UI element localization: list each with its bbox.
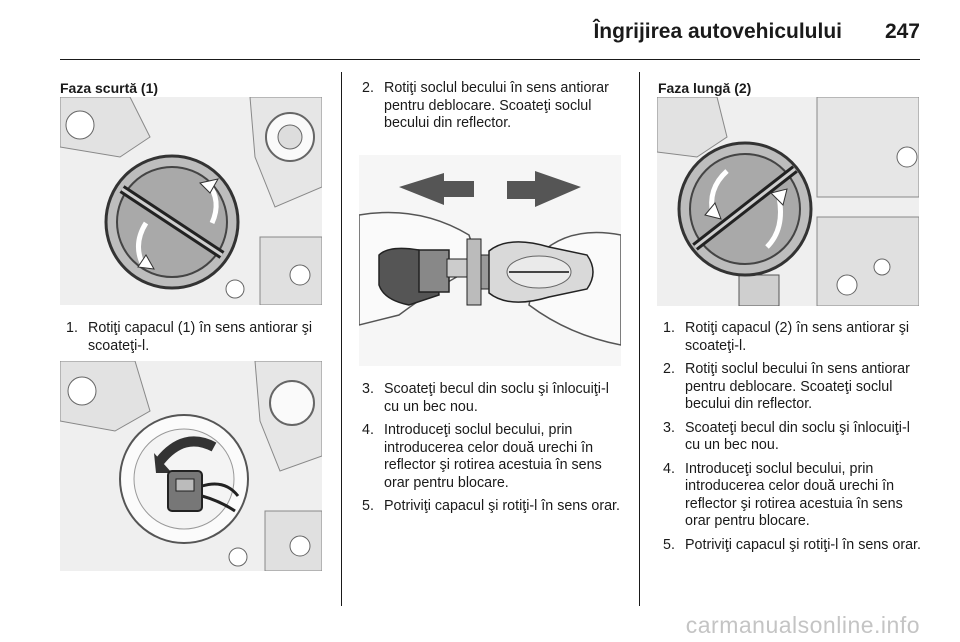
watermark: carmanualsonline.info: [685, 612, 920, 638]
page-header-title: Îngrijirea autovehiculului: [593, 20, 842, 43]
list-item: 2. Rotiţi soclul becului în sens antiorar pentru deblocare. Scoateţi soclul becului din reflector.: [663, 361, 910, 412]
high-beam-heading: Faza lungă (2): [658, 80, 752, 96]
low-beam-bulb-socket-illustration: [60, 361, 322, 571]
list-item: 1. Rotiţi capacul (2) în sens antiorar şi scoateţi-l.: [663, 320, 910, 354]
low-beam-heading: Faza scurtă (1): [60, 80, 159, 96]
middle-steps-top: [362, 80, 624, 139]
low-beam-steps: [66, 320, 328, 361]
list-item: 2. Rotiţi soclul becului în sens antiorar pentru deblocare. Scoateţi soclul becului din reflector.: [362, 80, 609, 131]
column-divider-left: [341, 72, 342, 606]
list-item: 4. Introduceţi soclul becului, prin introducerea celor două urechi în reflector şi rotirea acestuia în sens orar pentru blocare.: [663, 460, 903, 529]
list-item: 5. Potriviţi capacul şi rotiţi-l în sens orar.: [663, 536, 921, 553]
list-item: 4. Introduceţi soclul becului, prin introducerea celor două urechi în reflector şi rotirea acestuia în sens orar pentru blocare.: [362, 422, 602, 491]
list-item: 3. Scoateţi becul din soclu şi înlocuiţi-l cu un bec nou.: [362, 381, 609, 415]
list-item: 3. Scoateţi becul din soclu şi înlocuiţi-l cu un bec nou.: [663, 419, 910, 453]
list-item: 1. Rotiţi capacul (1) în sens antiorar şi scoateţi-l.: [66, 320, 313, 354]
high-beam-steps: [663, 320, 925, 560]
bulb-removal-from-socket-illustration: [359, 155, 621, 366]
list-item: 5. Potriviţi capacul şi rotiţi-l în sens orar.: [362, 498, 620, 514]
column-divider-right: [639, 72, 640, 606]
middle-steps-bottom: [362, 381, 627, 522]
page-number: 247: [884, 20, 920, 43]
high-beam-cover-rotate-illustration: [657, 97, 919, 306]
header-divider: [60, 59, 920, 60]
low-beam-cover-rotate-illustration: [60, 97, 322, 305]
